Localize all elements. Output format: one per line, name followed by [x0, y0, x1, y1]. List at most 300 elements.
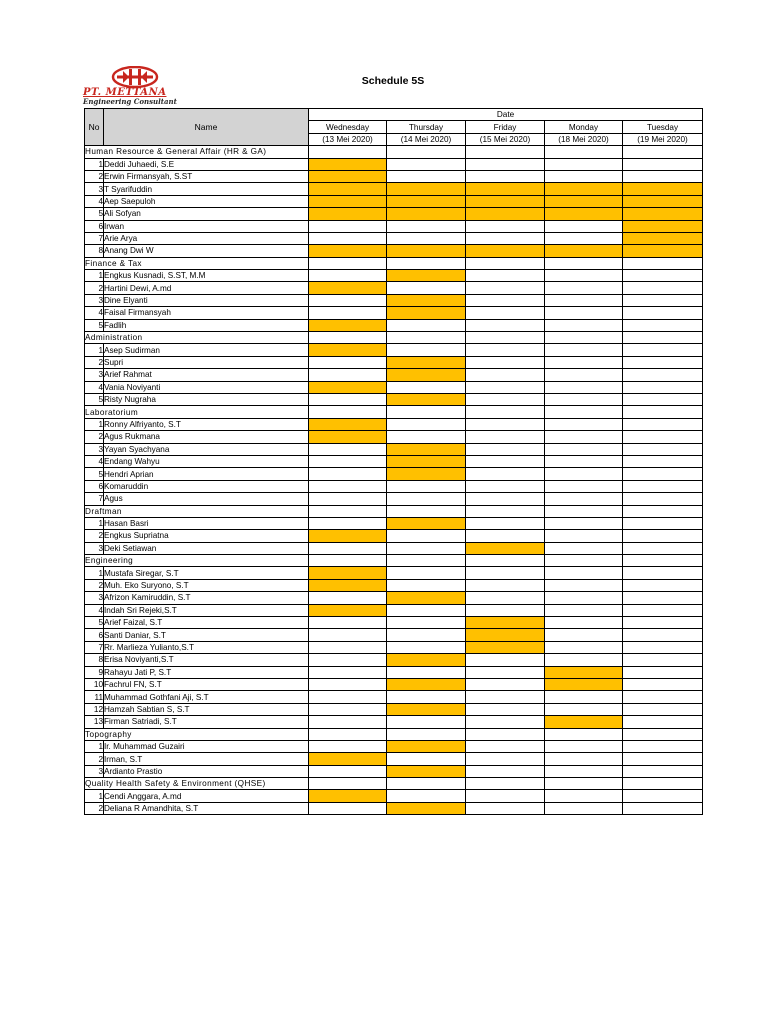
- day-cell: [387, 641, 466, 653]
- day-cell: [545, 455, 623, 467]
- header-no: No: [85, 109, 104, 146]
- row-name: Engkus Supriatna: [104, 530, 309, 542]
- section-row: [85, 555, 703, 567]
- day-cell: [623, 381, 703, 393]
- row-name: Deki Setiawan: [104, 542, 309, 554]
- day-cell: [387, 431, 466, 443]
- table-row: [85, 691, 703, 703]
- row-name: Deddi Juhaedi, S.E: [104, 158, 309, 170]
- scheduled-cell: [466, 195, 545, 207]
- day-cell: [309, 555, 387, 567]
- scheduled-cell: [387, 703, 466, 715]
- day-cell: [545, 319, 623, 331]
- table-row: [85, 232, 703, 244]
- row-name: Hendri Aprian: [104, 468, 309, 480]
- row-number: 1: [85, 740, 104, 752]
- scheduled-cell: [545, 183, 623, 195]
- row-number: 3: [85, 542, 104, 554]
- row-name: Yayan Syachyana: [104, 443, 309, 455]
- row-name: Anang Dwi W: [104, 245, 309, 257]
- day-cell: [387, 158, 466, 170]
- scheduled-cell: [309, 319, 387, 331]
- day-cell: [545, 579, 623, 591]
- schedule-body: [85, 146, 703, 815]
- table-row: [85, 790, 703, 802]
- day-cell: [466, 381, 545, 393]
- table-row: [85, 393, 703, 405]
- row-name: Aep Saepuloh: [104, 195, 309, 207]
- row-name: Dine Elyanti: [104, 294, 309, 306]
- day-cell: [623, 307, 703, 319]
- scheduled-cell: [623, 245, 703, 257]
- day-cell: [387, 232, 466, 244]
- table-row: [85, 592, 703, 604]
- day-cell: [466, 728, 545, 740]
- header-date-value: (19 Mei 2020): [623, 133, 703, 145]
- row-number: 3: [85, 183, 104, 195]
- day-cell: [545, 307, 623, 319]
- row-name: Santi Daniar, S.T: [104, 629, 309, 641]
- day-cell: [623, 505, 703, 517]
- scheduled-cell: [309, 431, 387, 443]
- day-cell: [466, 158, 545, 170]
- section-row: [85, 778, 703, 790]
- row-name: Fadlih: [104, 319, 309, 331]
- row-number: 8: [85, 245, 104, 257]
- scheduled-cell: [387, 245, 466, 257]
- header-date-value: (15 Mei 2020): [466, 133, 545, 145]
- day-cell: [623, 666, 703, 678]
- day-cell: [623, 455, 703, 467]
- section-title: Topography: [85, 728, 309, 740]
- row-name: Hasan Basri: [104, 517, 309, 529]
- scheduled-cell: [623, 195, 703, 207]
- table-row: [85, 629, 703, 641]
- scheduled-cell: [387, 294, 466, 306]
- day-cell: [623, 728, 703, 740]
- row-number: 1: [85, 790, 104, 802]
- day-cell: [309, 678, 387, 690]
- row-name: Muh. Eko Suryono, S.T: [104, 579, 309, 591]
- day-cell: [387, 617, 466, 629]
- day-cell: [309, 505, 387, 517]
- scheduled-cell: [387, 468, 466, 480]
- row-number: 2: [85, 530, 104, 542]
- row-number: 2: [85, 282, 104, 294]
- section-row: [85, 257, 703, 269]
- day-cell: [387, 716, 466, 728]
- day-cell: [545, 294, 623, 306]
- day-cell: [466, 480, 545, 492]
- day-cell: [545, 443, 623, 455]
- day-cell: [309, 443, 387, 455]
- row-name: Engkus Kusnadi, S.ST, M.M: [104, 270, 309, 282]
- scheduled-cell: [545, 208, 623, 220]
- day-cell: [387, 332, 466, 344]
- schedule-table: [84, 108, 703, 815]
- day-cell: [466, 802, 545, 814]
- scheduled-cell: [387, 307, 466, 319]
- day-cell: [466, 418, 545, 430]
- header-date-value: (13 Mei 2020): [309, 133, 387, 145]
- day-cell: [545, 332, 623, 344]
- day-cell: [623, 418, 703, 430]
- day-cell: [309, 332, 387, 344]
- row-name: Hartini Dewi, A.md: [104, 282, 309, 294]
- section-row: [85, 505, 703, 517]
- row-name: Fachrul FN, S.T: [104, 678, 309, 690]
- day-cell: [466, 443, 545, 455]
- scheduled-cell: [387, 208, 466, 220]
- day-cell: [466, 790, 545, 802]
- day-cell: [623, 592, 703, 604]
- day-cell: [545, 790, 623, 802]
- day-cell: [466, 393, 545, 405]
- section-title: Draftman: [85, 505, 309, 517]
- header-date-value: (18 Mei 2020): [545, 133, 623, 145]
- table-row: [85, 740, 703, 752]
- day-cell: [309, 307, 387, 319]
- scheduled-cell: [309, 418, 387, 430]
- table-row: [85, 443, 703, 455]
- table-row: [85, 802, 703, 814]
- day-cell: [623, 369, 703, 381]
- row-number: 1: [85, 418, 104, 430]
- day-cell: [545, 567, 623, 579]
- day-cell: [545, 728, 623, 740]
- day-cell: [466, 740, 545, 752]
- day-cell: [387, 170, 466, 182]
- day-cell: [309, 393, 387, 405]
- day-cell: [623, 716, 703, 728]
- scheduled-cell: [623, 183, 703, 195]
- scheduled-cell: [387, 195, 466, 207]
- row-name: Erwin Firmansyah, S.ST: [104, 170, 309, 182]
- row-number: 5: [85, 468, 104, 480]
- day-cell: [623, 604, 703, 616]
- table-row: [85, 765, 703, 777]
- row-number: 3: [85, 765, 104, 777]
- day-cell: [387, 666, 466, 678]
- table-row: [85, 282, 703, 294]
- header-date-value: (14 Mei 2020): [387, 133, 466, 145]
- scheduled-cell: [466, 183, 545, 195]
- day-cell: [387, 567, 466, 579]
- company-name: PT. METTANA: [83, 87, 167, 98]
- table-row: [85, 703, 703, 715]
- day-cell: [623, 344, 703, 356]
- table-row: [85, 517, 703, 529]
- row-number: 3: [85, 369, 104, 381]
- day-cell: [623, 629, 703, 641]
- day-cell: [309, 592, 387, 604]
- day-cell: [623, 765, 703, 777]
- row-name: Komaruddin: [104, 480, 309, 492]
- day-cell: [466, 555, 545, 567]
- day-cell: [466, 232, 545, 244]
- row-name: Ardianto Prastio: [104, 765, 309, 777]
- day-cell: [545, 158, 623, 170]
- row-name: Indah Sri Rejeki,S.T: [104, 604, 309, 616]
- day-cell: [545, 654, 623, 666]
- day-cell: [309, 654, 387, 666]
- day-cell: [309, 740, 387, 752]
- scheduled-cell: [387, 592, 466, 604]
- day-cell: [545, 505, 623, 517]
- scheduled-cell: [309, 158, 387, 170]
- day-cell: [623, 393, 703, 405]
- day-cell: [623, 542, 703, 554]
- scheduled-cell: [466, 542, 545, 554]
- day-cell: [623, 332, 703, 344]
- header-day: Friday: [466, 121, 545, 133]
- day-cell: [387, 220, 466, 232]
- page-title: Schedule 5S: [361, 75, 425, 87]
- section-row: [85, 728, 703, 740]
- row-name: Agus: [104, 493, 309, 505]
- day-cell: [623, 443, 703, 455]
- day-cell: [623, 468, 703, 480]
- day-cell: [309, 802, 387, 814]
- day-cell: [309, 455, 387, 467]
- day-cell: [466, 592, 545, 604]
- day-cell: [309, 542, 387, 554]
- day-cell: [387, 257, 466, 269]
- row-number: 7: [85, 641, 104, 653]
- scheduled-cell: [466, 245, 545, 257]
- table-row: [85, 753, 703, 765]
- header-day: Thursday: [387, 121, 466, 133]
- day-cell: [309, 778, 387, 790]
- day-cell: [387, 381, 466, 393]
- day-cell: [309, 220, 387, 232]
- day-cell: [466, 753, 545, 765]
- section-title: Administration: [85, 332, 309, 344]
- day-cell: [466, 765, 545, 777]
- day-cell: [545, 629, 623, 641]
- table-row: [85, 641, 703, 653]
- scheduled-cell: [309, 282, 387, 294]
- day-cell: [623, 802, 703, 814]
- table-row: [85, 666, 703, 678]
- day-cell: [545, 740, 623, 752]
- row-number: 11: [85, 691, 104, 703]
- table-row: [85, 381, 703, 393]
- row-number: 4: [85, 604, 104, 616]
- day-cell: [623, 691, 703, 703]
- row-number: 6: [85, 480, 104, 492]
- day-cell: [309, 666, 387, 678]
- table-row: [85, 455, 703, 467]
- day-cell: [623, 654, 703, 666]
- scheduled-cell: [309, 579, 387, 591]
- row-number: 2: [85, 431, 104, 443]
- row-number: 4: [85, 381, 104, 393]
- day-cell: [623, 356, 703, 368]
- day-cell: [466, 406, 545, 418]
- scheduled-cell: [545, 245, 623, 257]
- row-name: Faisal Firmansyah: [104, 307, 309, 319]
- day-cell: [545, 232, 623, 244]
- row-name: Endang Wahyu: [104, 455, 309, 467]
- table-row: [85, 493, 703, 505]
- day-cell: [623, 431, 703, 443]
- day-cell: [466, 517, 545, 529]
- scheduled-cell: [387, 270, 466, 282]
- day-cell: [309, 480, 387, 492]
- scheduled-cell: [387, 356, 466, 368]
- day-cell: [545, 765, 623, 777]
- scheduled-cell: [309, 344, 387, 356]
- day-cell: [387, 555, 466, 567]
- scheduled-cell: [387, 369, 466, 381]
- day-cell: [466, 294, 545, 306]
- row-name: Irwan: [104, 220, 309, 232]
- day-cell: [466, 778, 545, 790]
- row-name: Agus Rukmana: [104, 431, 309, 443]
- table-row: [85, 542, 703, 554]
- scheduled-cell: [623, 220, 703, 232]
- day-cell: [623, 270, 703, 282]
- day-cell: [545, 555, 623, 567]
- table-row: [85, 530, 703, 542]
- scheduled-cell: [545, 716, 623, 728]
- scheduled-cell: [623, 208, 703, 220]
- day-cell: [545, 406, 623, 418]
- section-title: Human Resource & General Affair (HR & GA): [85, 146, 309, 158]
- section-title: Engineering: [85, 555, 309, 567]
- row-number: 2: [85, 356, 104, 368]
- row-number: 6: [85, 629, 104, 641]
- scheduled-cell: [466, 641, 545, 653]
- table-row: [85, 245, 703, 257]
- row-number: 2: [85, 802, 104, 814]
- scheduled-cell: [309, 208, 387, 220]
- day-cell: [466, 678, 545, 690]
- scheduled-cell: [309, 790, 387, 802]
- day-cell: [545, 344, 623, 356]
- day-cell: [309, 617, 387, 629]
- row-number: 5: [85, 319, 104, 331]
- section-row: [85, 332, 703, 344]
- table-row: [85, 431, 703, 443]
- day-cell: [623, 641, 703, 653]
- day-cell: [545, 270, 623, 282]
- scheduled-cell: [466, 617, 545, 629]
- row-name: Ir. Muhammad Guzairi: [104, 740, 309, 752]
- table-row: [85, 158, 703, 170]
- day-cell: [309, 232, 387, 244]
- row-name: Supri: [104, 356, 309, 368]
- table-row: [85, 307, 703, 319]
- section-title: Finance & Tax: [85, 257, 309, 269]
- row-name: Ronny Alfriyanto, S.T: [104, 418, 309, 430]
- row-name: Arief Faizal, S.T: [104, 617, 309, 629]
- day-cell: [309, 728, 387, 740]
- day-cell: [387, 530, 466, 542]
- day-cell: [623, 282, 703, 294]
- row-number: 7: [85, 493, 104, 505]
- day-cell: [545, 493, 623, 505]
- row-number: 9: [85, 666, 104, 678]
- scheduled-cell: [309, 530, 387, 542]
- scheduled-cell: [309, 195, 387, 207]
- scheduled-cell: [387, 654, 466, 666]
- day-cell: [466, 579, 545, 591]
- row-name: Afrizon Kamiruddin, S.T: [104, 592, 309, 604]
- day-cell: [466, 332, 545, 344]
- day-cell: [545, 257, 623, 269]
- row-number: 5: [85, 208, 104, 220]
- day-cell: [623, 146, 703, 158]
- row-number: 3: [85, 592, 104, 604]
- row-number: 8: [85, 654, 104, 666]
- day-cell: [387, 319, 466, 331]
- row-number: 6: [85, 220, 104, 232]
- scheduled-cell: [466, 629, 545, 641]
- day-cell: [466, 146, 545, 158]
- row-number: 3: [85, 443, 104, 455]
- day-cell: [623, 753, 703, 765]
- day-cell: [309, 493, 387, 505]
- row-number: 4: [85, 195, 104, 207]
- row-name: Erisa Noviyanti,S.T: [104, 654, 309, 666]
- day-cell: [387, 753, 466, 765]
- row-number: 10: [85, 678, 104, 690]
- header-date: Date: [309, 109, 703, 121]
- row-name: Mustafa Siregar, S.T: [104, 567, 309, 579]
- row-name: Firman Satriadi, S.T: [104, 716, 309, 728]
- table-row: [85, 654, 703, 666]
- row-number: 12: [85, 703, 104, 715]
- section-title: Quality Health Safety & Environment (QHSE): [85, 778, 309, 790]
- day-cell: [387, 629, 466, 641]
- table-row: [85, 183, 703, 195]
- day-cell: [309, 257, 387, 269]
- day-cell: [466, 716, 545, 728]
- table-row: [85, 220, 703, 232]
- day-cell: [545, 778, 623, 790]
- day-cell: [387, 480, 466, 492]
- day-cell: [309, 703, 387, 715]
- day-cell: [466, 319, 545, 331]
- day-cell: [309, 468, 387, 480]
- scheduled-cell: [545, 678, 623, 690]
- day-cell: [387, 790, 466, 802]
- day-cell: [466, 257, 545, 269]
- day-cell: [545, 393, 623, 405]
- day-cell: [545, 753, 623, 765]
- header-name: Name: [104, 109, 309, 146]
- day-cell: [466, 356, 545, 368]
- day-cell: [623, 319, 703, 331]
- row-number: 7: [85, 232, 104, 244]
- header-day: Tuesday: [623, 121, 703, 133]
- day-cell: [623, 555, 703, 567]
- row-number: 5: [85, 393, 104, 405]
- scheduled-cell: [387, 455, 466, 467]
- table-row: [85, 418, 703, 430]
- row-number: 1: [85, 344, 104, 356]
- row-number: 1: [85, 567, 104, 579]
- row-name: Irman, S.T: [104, 753, 309, 765]
- day-cell: [309, 765, 387, 777]
- day-cell: [623, 778, 703, 790]
- day-cell: [466, 567, 545, 579]
- header-day: Wednesday: [309, 121, 387, 133]
- scheduled-cell: [623, 232, 703, 244]
- scheduled-cell: [309, 604, 387, 616]
